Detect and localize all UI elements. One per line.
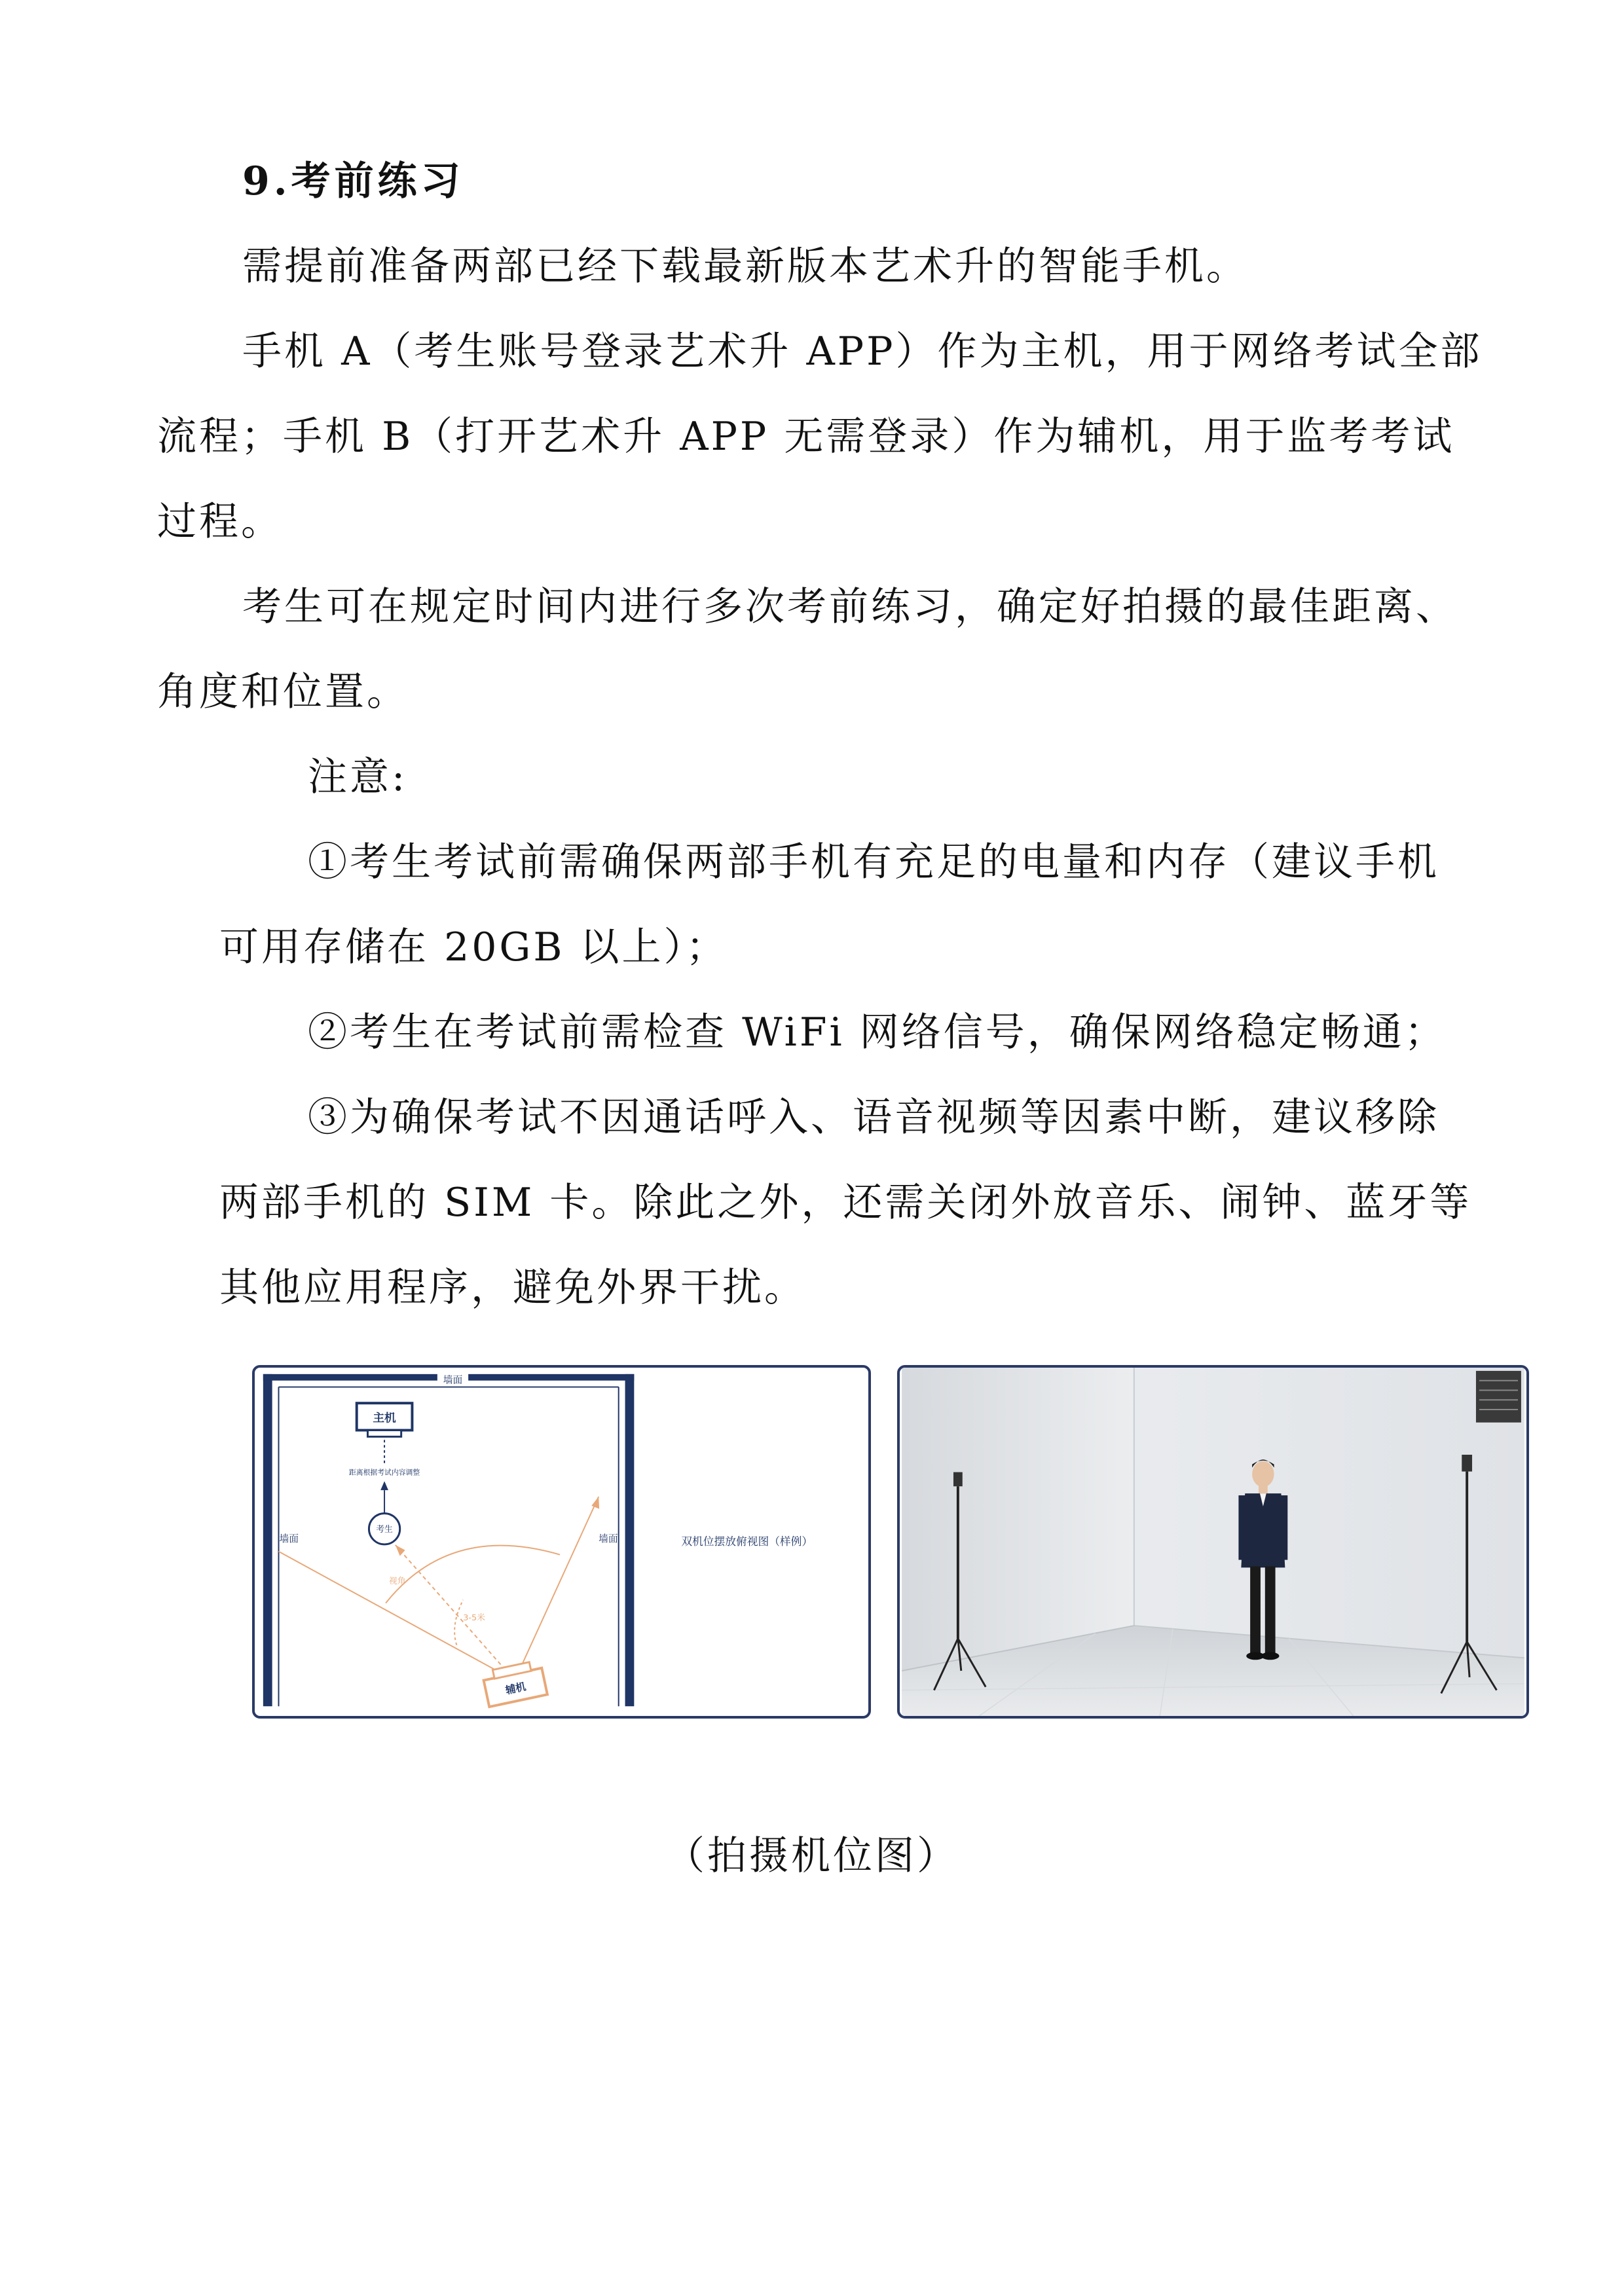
aux-device-label: 辅机 bbox=[504, 1680, 527, 1697]
paragraph-line: 角度和位置。 bbox=[157, 669, 409, 715]
adjust-note: 距离根据考试内容调整 bbox=[348, 1468, 420, 1477]
section-heading: 9.考前练习 bbox=[242, 158, 464, 204]
main-device-label: 主机 bbox=[373, 1412, 396, 1425]
diagram-svg bbox=[255, 1368, 868, 1716]
main-device-icon bbox=[357, 1403, 413, 1436]
examinee-icon bbox=[369, 1514, 399, 1544]
light-panel bbox=[1476, 1371, 1521, 1423]
left-wall-photo bbox=[902, 1368, 1134, 1671]
figure-caption: （拍摄机位图） bbox=[665, 1833, 959, 1879]
paragraph-line: 考生可在规定时间内进行多次考前练习，确定好拍摄的最佳距离、 bbox=[242, 584, 1458, 630]
examinee-label: 考生 bbox=[376, 1525, 393, 1535]
notice-item: ②考生在考试前需检查 WiFi 网络信号，确保网络稳定畅通； bbox=[308, 1010, 1447, 1055]
left-wall bbox=[263, 1374, 272, 1706]
view-title: 双机位摆放俯视图（样例） bbox=[681, 1534, 813, 1548]
paragraph-line: 需提前准备两部已经下载最新版本艺术升的智能手机。 bbox=[242, 244, 1248, 289]
notice-item: ①考生考试前需确保两部手机有充足的电量和内存（建议手机 bbox=[308, 839, 1439, 885]
camera-setup-photo bbox=[897, 1365, 1529, 1719]
paragraph-line: 手机 A（考生账号登录艺术升 APP）作为主机，用于网络考试全部 bbox=[242, 329, 1483, 374]
wall-left-label: 墙面 bbox=[279, 1533, 299, 1544]
paragraph-line: 流程；手机 B（打开艺术升 APP 无需登录）作为辅机，用于监考考试 bbox=[157, 414, 1455, 460]
notice-item: 两部手机的 SIM 卡。除此之外，还需关闭外放音乐、闹钟、蓝牙等 bbox=[219, 1180, 1472, 1226]
distance-label: 3-5米 bbox=[463, 1613, 485, 1624]
wall-right-label: 墙面 bbox=[599, 1533, 618, 1544]
right-wall bbox=[625, 1374, 635, 1706]
photo-svg bbox=[900, 1368, 1526, 1716]
camera-layout-diagram bbox=[252, 1365, 871, 1719]
aux-device-icon bbox=[482, 1660, 547, 1707]
notice-label: 注意: bbox=[308, 754, 408, 800]
angle-label: 视角 bbox=[388, 1576, 406, 1587]
notice-item: 可用存储在 20GB 以上）； bbox=[219, 924, 728, 970]
notice-item: 其他应用程序，避免外界干扰。 bbox=[219, 1265, 806, 1311]
wall-top-label: 墙面 bbox=[443, 1374, 463, 1386]
notice-item: ③为确保考试不因通话呼入、语音视频等因素中断，建议移除 bbox=[308, 1095, 1439, 1140]
paragraph-line: 过程。 bbox=[157, 499, 283, 545]
